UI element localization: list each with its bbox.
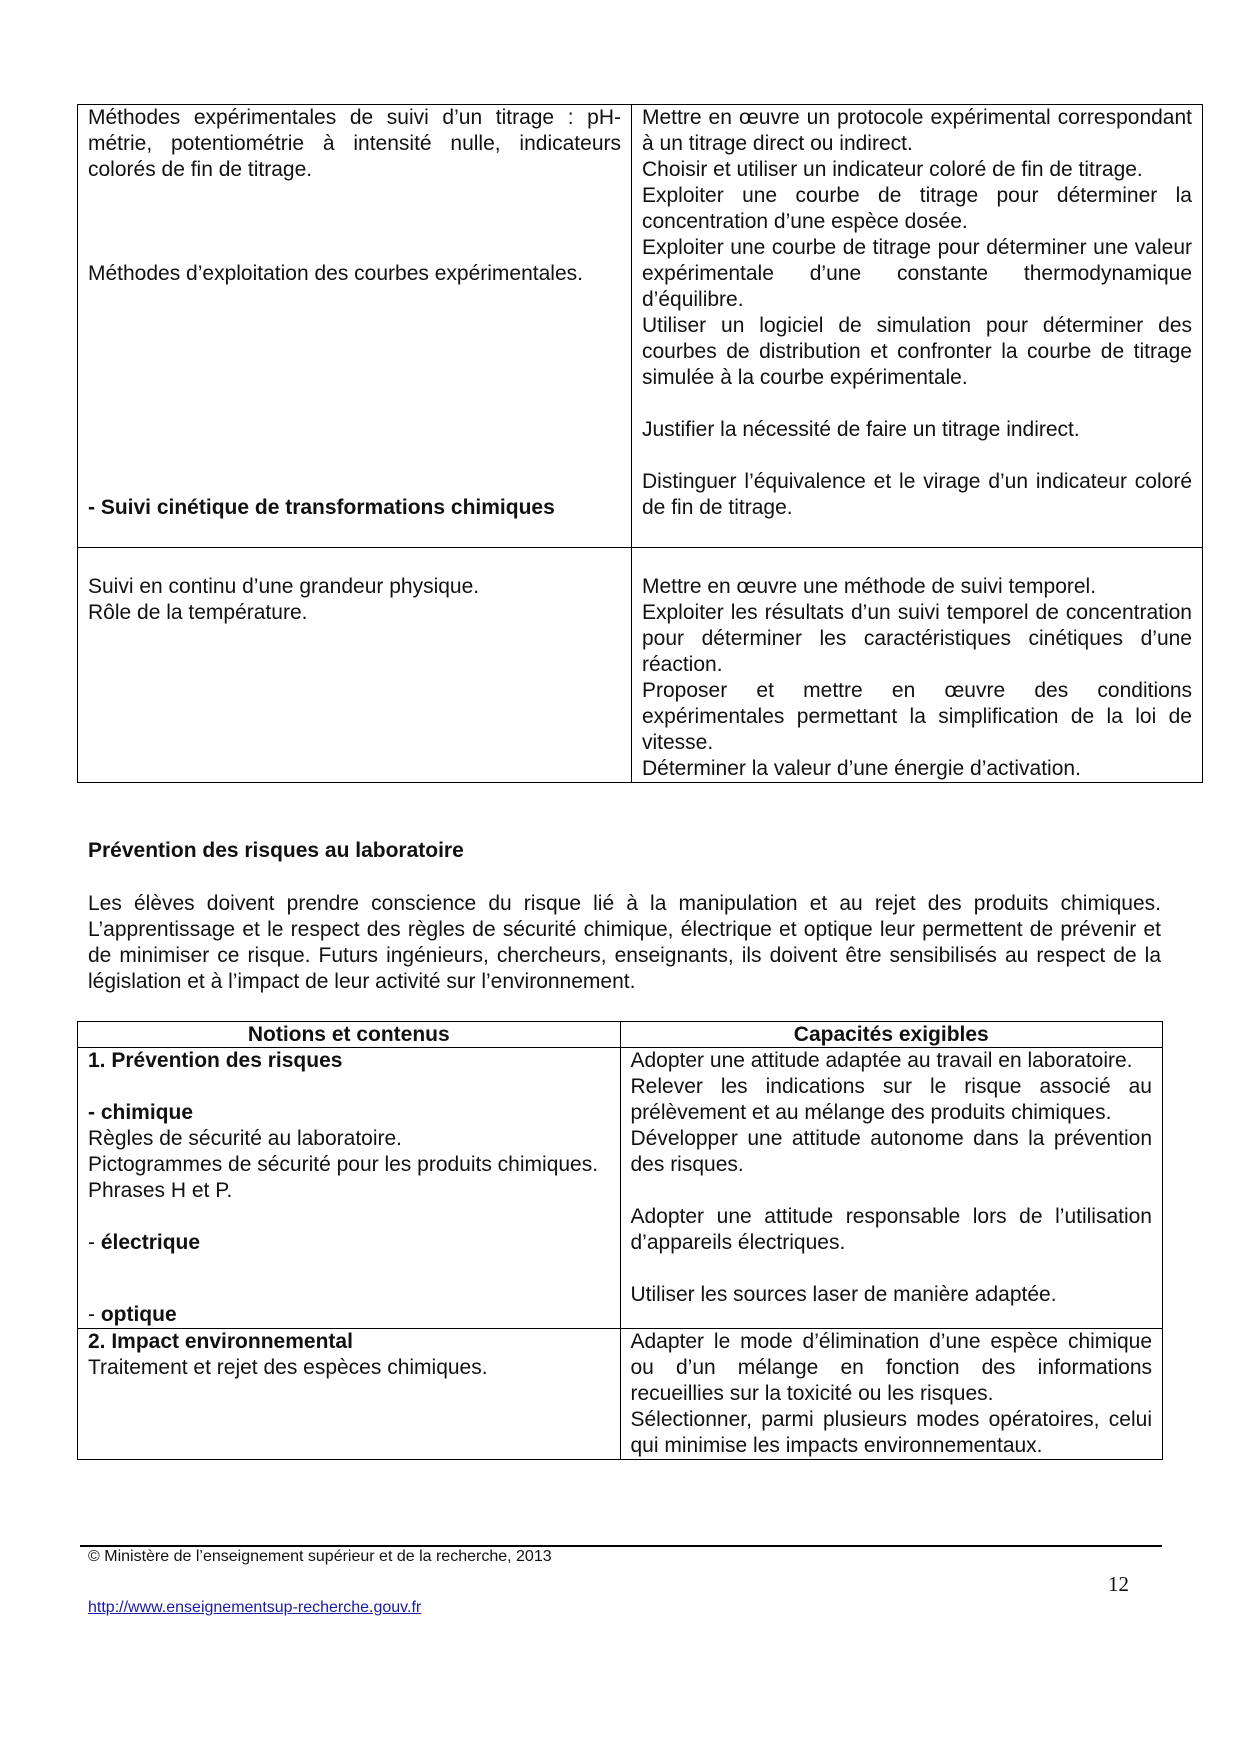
risk-prevention-table [77, 1021, 1163, 1460]
risk-type-optique: - optique [88, 1303, 177, 1326]
section-heading: Prévention des risques au laboratoire [88, 839, 464, 862]
row-title: 1. Prévention des risques [88, 1049, 343, 1072]
capacity-text: Mettre en œuvre une méthode de suivi temporel. [642, 575, 1097, 598]
table-header-row [78, 1022, 1163, 1048]
capacity-text: Exploiter une courbe de titrage pour déterminer une valeur expérimentale d’une constante thermodynamique d’équilibre. [642, 236, 1192, 311]
capacity-text: Exploiter les résultats d’un suivi temporel de concentration pour déterminer les caractéristiques cinétiques d’une réaction. [642, 601, 1192, 676]
section-intro-paragraph: Les élèves doivent prendre conscience du risque lié à la manipulation et au rejet des produits chimiques. L’apprentissage et le respect des règles de sécurité chimique, électrique et optique leur permettent de prévenir et de minimiser ce risque. Futurs ingénieurs, chercheurs, enseignants, ils doivent être sensibilisés au respect de la législation et à l’impact de leur activité sur l’environnement. [88, 892, 1161, 993]
notion-text: Méthodes d’exploitation des courbes expérimentales. [88, 262, 583, 285]
capacity-text: Adopter une attitude adaptée au travail en laboratoire. [630, 1049, 1133, 1072]
notions-cell [78, 105, 632, 548]
capacities-cell [620, 1329, 1163, 1460]
capacities-cell [632, 105, 1203, 548]
notion-text: Suivi en continu d’une grandeur physique. [88, 575, 480, 598]
column-header-notions: Notions et contenus [78, 1022, 621, 1048]
capacity-text: Proposer et mettre en œuvre des conditions expérimentales permettant la simplification de la loi de vitesse. [642, 679, 1192, 754]
capacities-cell [620, 1048, 1163, 1329]
row-title: 2. Impact environnemental [88, 1330, 353, 1353]
table-row [78, 105, 1203, 548]
capacity-text: Utiliser les sources laser de manière adaptée. [630, 1283, 1057, 1306]
notion-text: Rôle de la température. [88, 601, 308, 624]
notion-text: Méthodes expérimentales de suivi d’un titrage : pH-métrie, potentiométrie à intensité nulle, indicateurs colorés de fin de titrage. [88, 106, 621, 181]
capacities-cell [632, 548, 1203, 783]
capacity-text: Adapter le mode d’élimination d’une espèce chimique ou d’un mélange en fonction des informations recueillies sur la toxicité ou les risques. [630, 1330, 1152, 1405]
capacity-text: Justifier la nécessité de faire un titrage indirect. [642, 418, 1080, 441]
notion-text: Phrases H et P. [88, 1179, 233, 1202]
risk-type-label: électrique [100, 1231, 201, 1254]
notion-text: Traitement et rejet des espèces chimiques. [88, 1356, 488, 1379]
competencies-table-continued [77, 104, 1203, 783]
risk-type-electrique: - électrique [88, 1231, 201, 1254]
capacity-text: Sélectionner, parmi plusieurs modes opératoires, celui qui minimise les impacts environnementaux. [630, 1408, 1152, 1457]
capacity-text: Adopter une attitude responsable lors de l’utilisation d’appareils électriques. [630, 1205, 1152, 1254]
footer-copyright: © Ministère de l’enseignement supérieur et de la recherche, 2013 [88, 1548, 552, 1565]
risk-type-label: optique [100, 1303, 177, 1326]
subsection-heading: - Suivi cinétique de transformations chimiques [88, 496, 555, 519]
page-number: 12 [1108, 1572, 1129, 1596]
capacity-text: Utiliser un logiciel de simulation pour déterminer des courbes de distribution et confronter la courbe de titrage simulée à la courbe expérimentale. [642, 314, 1192, 389]
capacity-text: Distinguer l’équivalence et le virage d’un indicateur coloré de fin de titrage. [642, 470, 1192, 519]
notions-cell [78, 548, 632, 783]
notion-text: Règles de sécurité au laboratoire. [88, 1127, 403, 1150]
column-header-capacities: Capacités exigibles [620, 1022, 1163, 1048]
capacity-text: Développer une attitude autonome dans la prévention des risques. [630, 1127, 1152, 1176]
capacity-text: Relever les indications sur le risque associé au prélèvement et au mélange des produits chimiques. [630, 1075, 1152, 1124]
capacity-text: Choisir et utiliser un indicateur coloré de fin de titrage. [642, 158, 1143, 181]
table-row [78, 1048, 1163, 1329]
risk-type-chimique: - chimique [88, 1101, 194, 1124]
capacity-text: Exploiter une courbe de titrage pour déterminer la concentration d’une espèce dosée. [642, 184, 1192, 233]
notion-text: Pictogrammes de sécurité pour les produits chimiques. [88, 1153, 599, 1176]
notions-cell [78, 1329, 621, 1460]
footer-website-link[interactable]: http://www.enseignementsup-recherche.gouv.fr [88, 1599, 422, 1616]
notions-cell [78, 1048, 621, 1329]
table-row [78, 548, 1203, 783]
table-row [78, 1329, 1163, 1460]
capacity-text: Mettre en œuvre un protocole expérimental correspondant à un titrage direct ou indirect. [642, 106, 1192, 155]
risk-type-label: chimique [100, 1101, 194, 1124]
capacity-text: Déterminer la valeur d’une énergie d’activation. [642, 757, 1081, 780]
